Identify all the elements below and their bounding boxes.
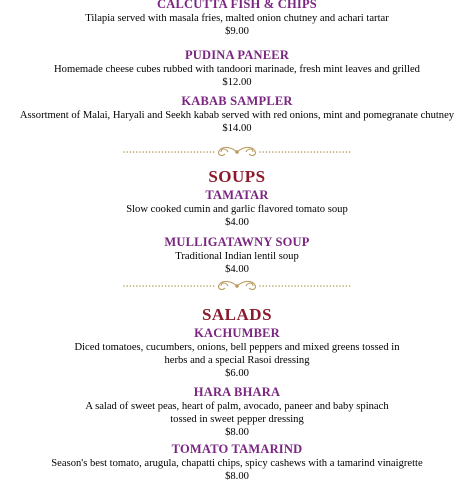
ornament-dot	[282, 151, 284, 153]
ornament-dot	[294, 151, 296, 153]
ornament-dot	[126, 285, 128, 287]
section-title-salads: SALADS	[201, 305, 273, 324]
ornament-dot	[168, 151, 170, 153]
ornament-dot	[197, 151, 199, 153]
item-price: $8.00	[225, 471, 249, 482]
ornament-dot	[285, 285, 287, 287]
menu-item-kachumber	[0, 325, 474, 380]
item-price: $12.00	[222, 77, 252, 88]
ornament-dot	[165, 151, 167, 153]
ornament-dot	[320, 151, 322, 153]
item-description: Tilapia served with masala fries, malted onion chutney and achari tartar	[85, 13, 389, 24]
ornament-dot	[203, 285, 205, 287]
ornament-dot	[184, 151, 186, 153]
ornament-dot	[314, 151, 316, 153]
ornament-dot	[155, 285, 157, 287]
menu-item-tomato-tamarind	[0, 441, 474, 483]
ornament-dots-right	[259, 151, 350, 153]
ornament-dot	[142, 151, 144, 153]
ornament-dot	[307, 285, 309, 287]
ornament-dot	[282, 285, 284, 287]
item-description-line-2: tossed in sweet pepper dressing	[170, 414, 304, 425]
ornament-dot	[213, 285, 215, 287]
ornament-dot	[275, 151, 277, 153]
ornament-dot	[285, 151, 287, 153]
ornament-dot	[162, 151, 164, 153]
ornament-dot	[146, 285, 148, 287]
ornament-dot	[178, 151, 180, 153]
item-name: HARA BHARA	[193, 385, 281, 399]
ornament-dot	[323, 151, 325, 153]
menu-item-kabab-sampler	[0, 93, 474, 135]
ornament-dot	[336, 151, 338, 153]
ornament-dot	[210, 151, 212, 153]
ornament-dot	[288, 151, 290, 153]
item-description: Homemade cheese cubes rubbed with tandoori marinade, fresh mint leaves and grilled	[54, 64, 420, 75]
ornament-dot	[336, 285, 338, 287]
ornament-dot	[213, 151, 215, 153]
ornament-dot	[301, 151, 303, 153]
ornament-dots-left	[123, 285, 214, 287]
ornament-dot	[194, 151, 196, 153]
ornament-dot	[197, 285, 199, 287]
menu-item-hara-bhara	[0, 384, 474, 439]
ornament-dot	[171, 151, 173, 153]
ornament-dot	[210, 285, 212, 287]
ornament-dot	[165, 285, 167, 287]
ornament-dot	[190, 285, 192, 287]
item-name: CALCUTTA FISH & CHIPS	[157, 0, 317, 11]
ornament-dot	[149, 151, 151, 153]
item-name: KABAB SAMPLER	[181, 94, 293, 108]
ornament-dots-left	[123, 151, 214, 153]
ornament-dot	[259, 151, 261, 153]
ornament-dot	[187, 285, 189, 287]
ornament-dot	[349, 151, 351, 153]
ornament-dot	[339, 285, 341, 287]
ornament-dot	[266, 151, 268, 153]
ornament-dot	[323, 285, 325, 287]
ornament-dot	[184, 285, 186, 287]
ornament-dot	[171, 285, 173, 287]
ornament-dot	[259, 285, 261, 287]
ornament-dot	[288, 285, 290, 287]
ornament-dot	[126, 151, 128, 153]
ornament-dot	[136, 151, 138, 153]
ornament-dot	[203, 151, 205, 153]
ornament-dot	[158, 151, 160, 153]
ornament-dot	[349, 285, 351, 287]
ornament-dot	[190, 151, 192, 153]
ornament-dot	[262, 285, 264, 287]
ornament-dot	[262, 151, 264, 153]
item-price: $14.00	[222, 123, 252, 134]
ornament-dot	[294, 285, 296, 287]
ornament-dot	[123, 285, 125, 287]
ornament-dot	[298, 285, 300, 287]
ornament-dot	[130, 285, 132, 287]
ornament-dot	[139, 285, 141, 287]
section-title-soups: SOUPS	[208, 167, 266, 186]
ornament-dot	[314, 285, 316, 287]
ornament-flourish	[219, 147, 256, 155]
ornament-dot	[266, 285, 268, 287]
ornament-dot	[342, 151, 344, 153]
ornament-dot	[278, 285, 280, 287]
ornament-flourish	[219, 281, 256, 289]
item-description: Season's best tomato, arugula, chapatti chips, spicy cashews with a tamarind vinaigrette	[51, 458, 423, 469]
item-description: Traditional Indian lentil soup	[175, 251, 299, 262]
ornament-dot	[158, 285, 160, 287]
ornament-dot	[152, 285, 154, 287]
item-price: $9.00	[225, 26, 249, 37]
ornament-dot	[155, 151, 157, 153]
ornament-divider	[122, 145, 352, 159]
item-price: $4.00	[225, 217, 249, 228]
ornament-dot	[152, 151, 154, 153]
ornament-dot	[162, 285, 164, 287]
ornament-dot	[326, 151, 328, 153]
ornament-dot	[333, 151, 335, 153]
ornament-dot	[307, 151, 309, 153]
ornament-dot	[304, 151, 306, 153]
ornament-dot	[272, 285, 274, 287]
ornament-dot	[342, 285, 344, 287]
ornament-dot	[136, 285, 138, 287]
ornament-dot	[330, 285, 332, 287]
ornament-dot	[174, 285, 176, 287]
ornament-dot	[320, 285, 322, 287]
item-description-line-1: Diced tomatoes, cucumbers, onions, bell peppers and mixed greens tossed in	[74, 342, 400, 353]
ornament-dot	[181, 285, 183, 287]
item-description: Assortment of Malai, Haryali and Seekh kabab served with red onions, mint and pomegranate chutney	[19, 110, 455, 121]
ornament-dot	[149, 285, 151, 287]
item-price: $4.00	[225, 264, 249, 275]
ornament-dot	[269, 285, 271, 287]
item-description-line-1: A salad of sweet peas, heart of palm, avocado, paneer and baby spinach	[85, 401, 389, 412]
ornament-dot	[326, 285, 328, 287]
ornament-dot	[133, 285, 135, 287]
ornament-dot	[206, 285, 208, 287]
ornament-dot	[278, 151, 280, 153]
item-name: KACHUMBER	[194, 326, 280, 340]
item-name: TAMATAR	[205, 188, 269, 202]
ornament-dot	[146, 151, 148, 153]
menu-item-tamatar	[0, 187, 474, 229]
ornament-dot	[142, 285, 144, 287]
ornament-dot	[187, 151, 189, 153]
ornament-dot	[133, 151, 135, 153]
ornament-dot	[304, 285, 306, 287]
ornament-dot	[194, 285, 196, 287]
item-name: PUDINA PANEER	[184, 48, 290, 62]
ornament-dot	[310, 151, 312, 153]
ornament-dot	[174, 151, 176, 153]
ornament-dot	[298, 151, 300, 153]
item-name: MULLIGATAWNY SOUP	[164, 235, 310, 249]
ornament-dot	[206, 151, 208, 153]
ornament-dot	[272, 151, 274, 153]
ornament-dot	[291, 285, 293, 287]
ornament-dot	[291, 151, 293, 153]
ornament-dot	[275, 285, 277, 287]
ornament-dot	[339, 151, 341, 153]
ornament-dot	[330, 151, 332, 153]
ornament-dot	[200, 285, 202, 287]
ornament-dot	[269, 151, 271, 153]
ornament-divider	[122, 279, 352, 293]
ornament-dot	[301, 285, 303, 287]
item-price: $8.00	[225, 427, 249, 438]
ornament-dot	[346, 285, 348, 287]
item-price: $6.00	[225, 368, 249, 379]
ornament-dot	[317, 285, 319, 287]
ornament-dot	[310, 285, 312, 287]
ornament-dot	[181, 151, 183, 153]
ornament-dot	[139, 151, 141, 153]
ornament-dot	[123, 151, 125, 153]
item-name: TOMATO TAMARIND	[171, 442, 303, 456]
ornament-dot	[168, 285, 170, 287]
menu-item-pudina-paneer	[0, 47, 474, 89]
ornament-dot	[317, 151, 319, 153]
ornament-dots-right	[259, 285, 350, 287]
ornament-dot	[346, 151, 348, 153]
item-description: Slow cooked cumin and garlic flavored tomato soup	[126, 204, 348, 215]
ornament-dot	[130, 151, 132, 153]
ornament-dot	[333, 285, 335, 287]
ornament-dot	[178, 285, 180, 287]
item-description-line-2: herbs and a special Rasoi dressing	[164, 355, 310, 366]
menu-item-calcutta-fish-chips	[0, 0, 474, 38]
ornament-dot	[200, 151, 202, 153]
menu-item-mulligatawny-soup	[0, 234, 474, 276]
